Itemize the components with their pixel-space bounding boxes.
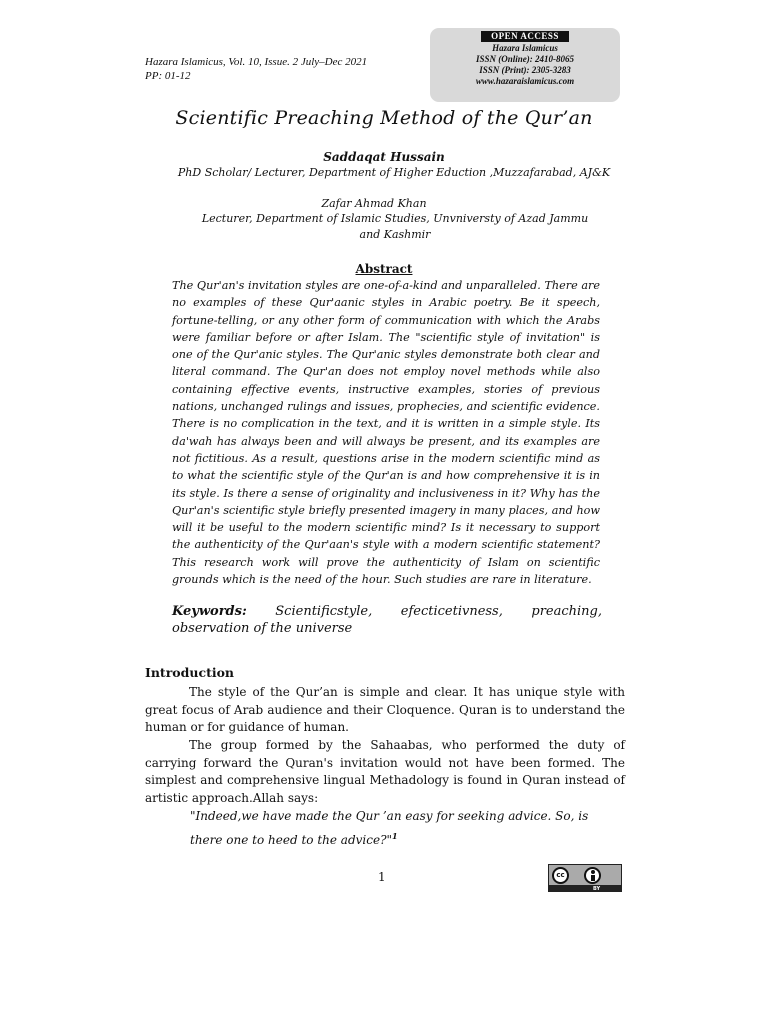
- author-affiliation-2: Lecturer, Department of Islamic Studies, Unvniversty of Azad Jammu and Kashmir: [201, 212, 589, 241]
- paper-title: Scientific Preaching Method of the Qur’an: [175, 107, 593, 129]
- author-name-1: Saddaqat Hussain: [323, 150, 445, 164]
- journal-citation: Hazara Islamicus, Vol. 10, Issue. 2 July–Dec 2021: [145, 56, 368, 68]
- cc-icon: cc: [552, 867, 569, 884]
- author-affiliation-1: PhD Scholar/ Lecturer, Department of Higher Eduction ,Muzzafarabad, AJ&K: [177, 166, 611, 179]
- introduction-paragraph-2: The group formed by the Sahaabas, who performed the duty of carrying forward the Quran's invitation would not have been formed. The simplest and comprehensive lingual Methadology is found in Quran instead of artistic approach.Allah says:: [145, 738, 625, 805]
- author-name-2: Zafar Ahmad Khan: [321, 197, 427, 210]
- open-access-box: [430, 28, 620, 102]
- badge-strip: [549, 885, 621, 891]
- abstract-heading: Abstract: [355, 262, 413, 276]
- issn-print: ISSN (Print): 2305-3283: [479, 65, 571, 75]
- issn-online: ISSN (Online): 2410-8065: [475, 54, 574, 64]
- open-access-journal: Hazara Islamicus: [492, 43, 558, 53]
- by-label: BY: [593, 886, 601, 892]
- keywords-text: Scientificstyle, efecticetivness, preaching, observation of the universe: [172, 604, 602, 636]
- keywords: [172, 603, 602, 637]
- introduction-heading: Introduction: [145, 665, 235, 680]
- journal-website[interactable]: www.hazaraislamicus.com: [475, 76, 575, 86]
- journal-info: [145, 55, 367, 83]
- cc-by-license-badge[interactable]: [548, 864, 622, 892]
- introduction-paragraph-1: The style of the Qur’an is simple and clear. It has unique style with great focus of Arab audience and their Cloquence. Quran is to understand the human or for guidance of human.: [145, 685, 625, 735]
- quran-quote: [190, 806, 620, 850]
- keywords-label: Keywords:: [172, 604, 247, 619]
- open-access-heading: OPEN ACCESS: [481, 31, 569, 42]
- journal-pages: PP: 01-12: [145, 70, 191, 82]
- page-number: 1: [378, 870, 386, 884]
- abstract-text: The Qur'an's invitation styles are one-of-a-kind and unparalleled. There are no examples of these Qur'aanic styles in Arabic poetry. Be it speech, fortune-telling, or any other form of communication with which the Arabs were familiar before or after Islam. The "scientific style of invitation" is one of the Qur'anic styles. The Qur'anic styles demonstrate both clear and literal command. The Qur'an does not employ novel methods while also containing effective events, instructive examples, stories of previous nations, unchanged rulings and issues, prophecies, and scientific evidence. There is no complication in the text, and it is written in a simple style. Its da'wah has always been and will always be present, and its examples are not fictitious. As a result, questions arise in the modern scientific mind as to what the scientific style of the Qur'an is and how comprehensive it is in its style. Is there a sense of originality and inclusiveness in it? Why has the Qur'an's scientific style briefly presented imagery in many places, and how will it be useful to the modern scientific mind? Is it necessary to support the authenticity of the Qur'aan's style with a modern scientific statement? This research work will prove the authenticity of Islam on scientific grounds which is the need of the hour. Such studies are rare in literature.: [172, 279, 600, 587]
- footnote-marker[interactable]: 1: [392, 831, 398, 841]
- quote-text: "Indeed,we have made the Qur ’an easy for seeking advice. So, is there one to heed to the advice?": [190, 809, 589, 847]
- person-icon: [584, 867, 601, 884]
